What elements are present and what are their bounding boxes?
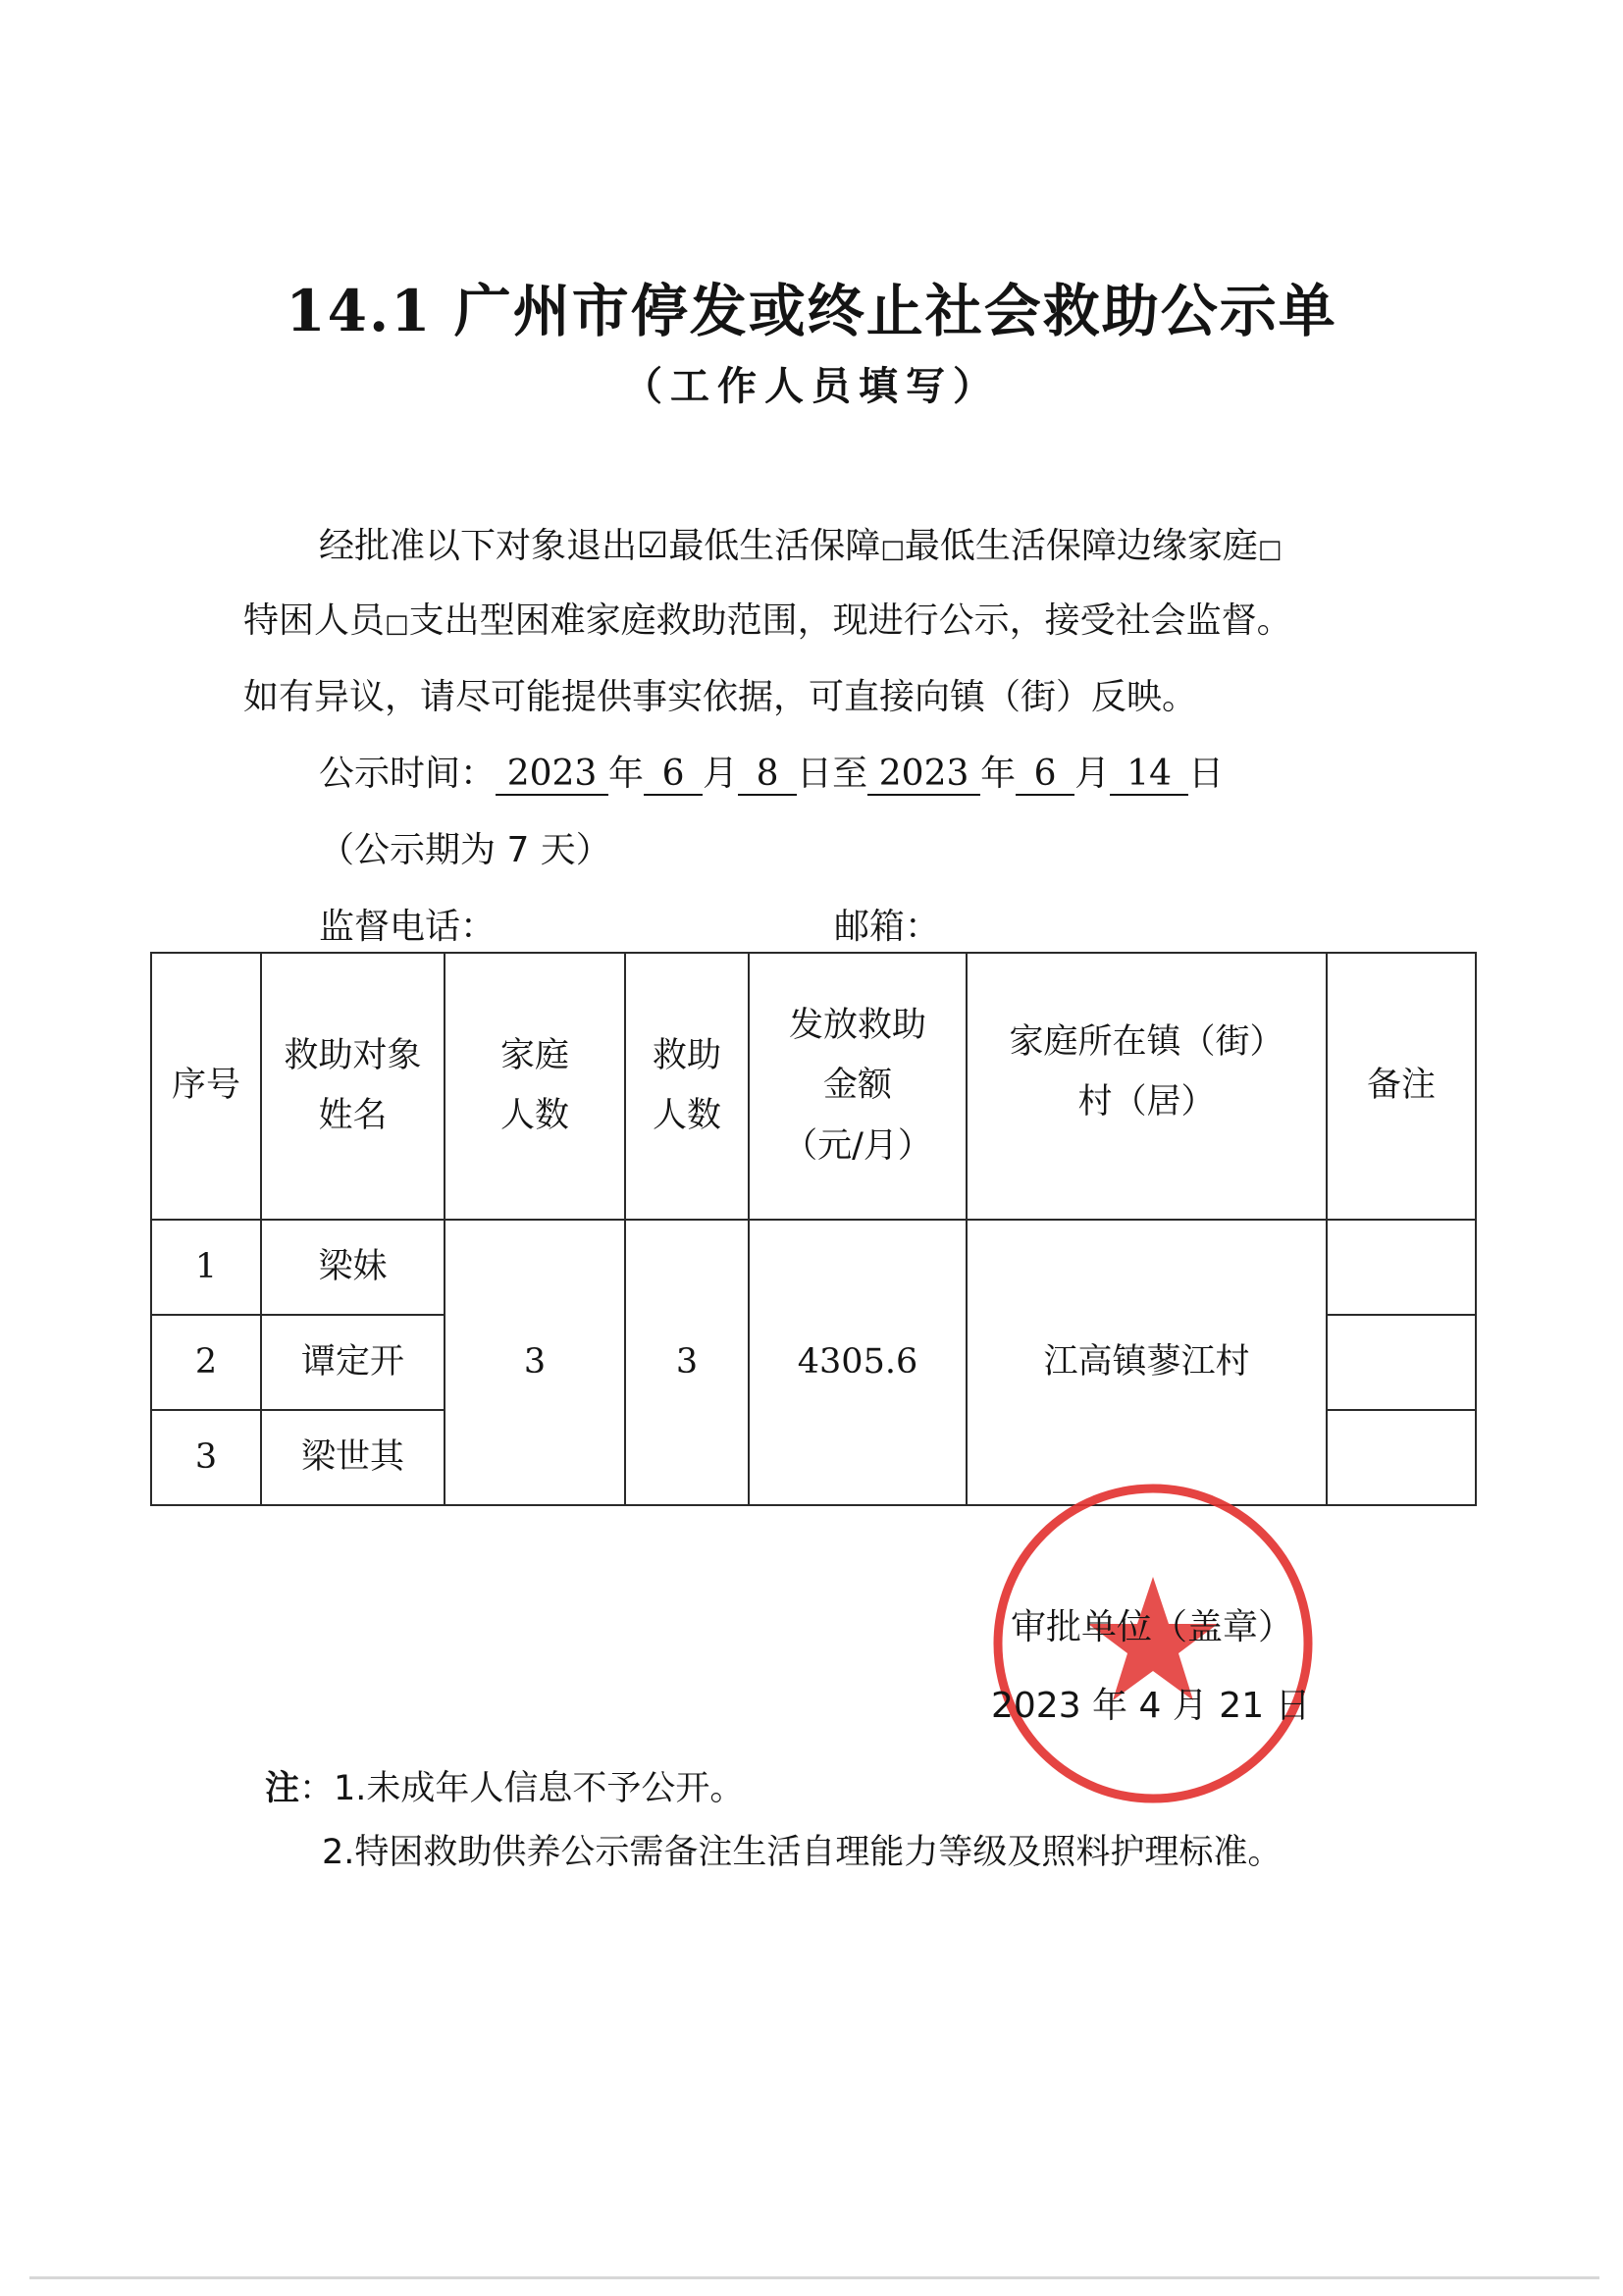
option-extreme-poverty: 特困人员 [243, 600, 386, 641]
approval-unit: 审批单位（盖章） [1011, 1607, 1294, 1647]
table-row [151, 1220, 1476, 1315]
header-text: 救助对象 [284, 1035, 422, 1075]
header-text: 发放救助 [788, 1006, 926, 1046]
day-char: 日 [797, 754, 833, 794]
start-day: 8 [738, 754, 797, 796]
header-text: 人数 [652, 1096, 721, 1135]
phone-label: 监督电话： [319, 907, 497, 947]
header-text: 金额 [822, 1066, 892, 1106]
header-town [967, 953, 1327, 1220]
start-year: 2023 [496, 754, 608, 796]
row-seq: 1 [151, 1220, 261, 1315]
month-char: 月 [703, 754, 739, 794]
family-count-cell: 3 [445, 1220, 625, 1505]
header-name [261, 953, 445, 1220]
header-text: 救助 [652, 1035, 721, 1075]
option-expenditure-family: 支出型困难家庭救助范围，现进行公示，接受社会监督。 [408, 600, 1292, 641]
header-text: （元/月） [783, 1125, 932, 1166]
row-name: 谭定开 [261, 1315, 445, 1410]
header-amount [749, 953, 967, 1220]
note-label: 注 [265, 1769, 300, 1808]
approval-date: 2023 年 4 月 21 日 [991, 1686, 1311, 1726]
checked-box-icon: ☑ [637, 526, 669, 566]
header-aid-count [625, 953, 749, 1220]
assistance-table [150, 952, 1477, 1506]
option-minimum-living: 最低生活保障 [668, 526, 881, 566]
end-month: 6 [1016, 754, 1074, 796]
end-year: 2023 [867, 754, 980, 796]
empty-box-icon: □ [880, 535, 905, 564]
header-text: 村（居） [1077, 1082, 1216, 1122]
row-name: 梁世其 [261, 1410, 445, 1505]
remark-cell [1327, 1410, 1476, 1505]
paragraph-line-2 [243, 593, 1292, 643]
page-subtitle: （工作人员填写） [623, 364, 1000, 409]
row-seq: 3 [151, 1410, 261, 1505]
header-text: 姓名 [318, 1096, 388, 1135]
year-char: 年 [608, 754, 645, 794]
option-marginal-family: 最低生活保障边缘家庭 [904, 526, 1258, 566]
note-2: 2.特困救助供养公示需备注生活自理能力等级及照料护理标准。 [322, 1833, 1283, 1872]
row-seq: 2 [151, 1315, 261, 1410]
email-label: 邮箱： [834, 907, 941, 947]
aid-count-cell: 3 [625, 1220, 749, 1505]
note-1 [265, 1761, 744, 1810]
paragraph-line-1 [319, 518, 1282, 568]
header-remark: 备注 [1327, 953, 1476, 1220]
period-label: 公示时间： [319, 754, 497, 794]
header-seq: 序号 [151, 953, 261, 1220]
paragraph-lead-text: 经批准以下对象退出 [319, 526, 638, 566]
note-1-text: ：1.未成年人信息不予公开。 [299, 1769, 745, 1808]
start-month: 6 [644, 754, 703, 796]
table-header-row [151, 953, 1476, 1220]
period-days: （公示期为 7 天） [319, 830, 611, 870]
header-text: 家庭 [499, 1035, 569, 1075]
remark-cell [1327, 1220, 1476, 1315]
header-text: 人数 [499, 1096, 569, 1135]
amount-cell: 4305.6 [749, 1220, 967, 1505]
end-day: 14 [1110, 754, 1188, 796]
header-text: 家庭所在镇（街） [1009, 1022, 1284, 1062]
to-char: 至 [832, 754, 868, 794]
row-name: 梁妹 [261, 1220, 445, 1315]
month-char: 月 [1074, 754, 1111, 794]
scan-edge-divider [29, 2276, 1599, 2279]
paragraph-line-3: 如有异议，请尽可能提供事实依据，可直接向镇（街）反映。 [243, 677, 1198, 717]
header-family-count [445, 953, 625, 1220]
remark-cell [1327, 1315, 1476, 1410]
page-title: 14.1 广州市停发或终止社会救助公示单 [286, 278, 1337, 344]
empty-box-icon: □ [1257, 535, 1283, 564]
period-line [319, 746, 1224, 796]
town-cell: 江高镇蓼江村 [967, 1220, 1327, 1505]
year-char: 年 [980, 754, 1017, 794]
empty-box-icon: □ [385, 609, 409, 639]
day-char: 日 [1188, 754, 1225, 794]
